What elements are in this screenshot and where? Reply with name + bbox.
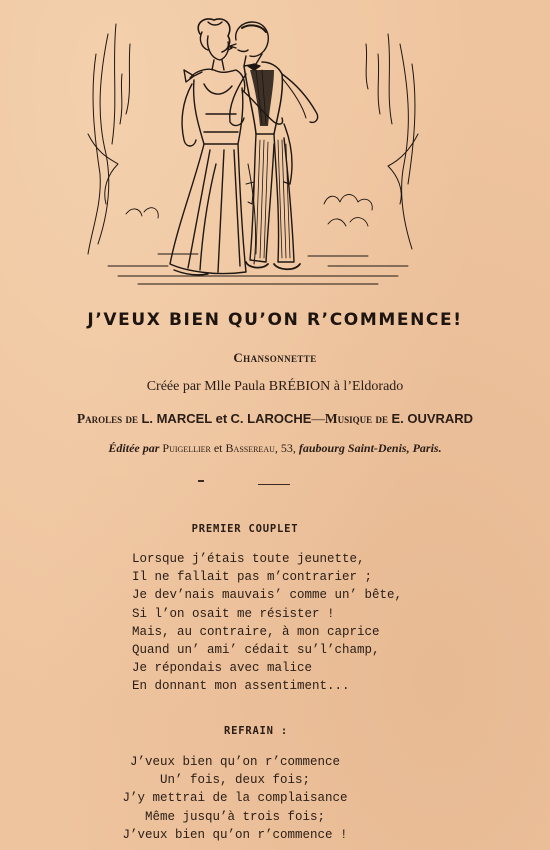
publisher-conjunction: et [213,441,223,455]
couplet-verse [132,550,402,696]
woman-figure [170,19,283,275]
stage-plants [126,195,372,227]
stage-curtain-right [366,34,418,249]
refrain-line: J’y mettrai de la complaisance [122,791,348,806]
refrain-verse [0,753,470,844]
refrain-line: Un’ fois, deux fois; [159,773,311,788]
ornament-mark [198,480,204,482]
stage-curtain-left [88,24,130,254]
music-prefix: Musique de [324,411,389,426]
music-separator: — [311,411,325,426]
authors-credit [0,411,550,427]
lyricist-1: L. MARCEL [141,411,213,426]
couplet-heading: PREMIER COUPLET [191,523,299,535]
verse-line: Quand un’ ami’ cédait su’l’champ, [132,642,380,657]
verse-line: Mais, au contraire, à mon caprice [132,624,380,639]
verse-line: Je répondais avec malice [132,661,313,676]
publisher-2: Bassereau [225,441,275,455]
stage-floor [108,254,408,284]
creation-credit: Créée par Mlle Paula BRÉBION à l’Eldorado [146,379,404,394]
verse-line: Il ne fallait pas m’contrarier ; [132,570,373,585]
publisher-address: , 53, [274,441,296,455]
refrain-heading: REFRAIN : [223,725,289,737]
published-prefix: Éditée par [108,441,160,455]
couple-engraving-illustration [78,14,428,296]
song-title: J’VEUX BIEN QU’ON R’COMMENCE! [87,310,463,330]
publisher-credit [0,441,550,456]
lyrics-prefix: Paroles de [76,411,139,426]
refrain-line: J’veux bien qu’on r’commence [129,755,341,769]
verse-line: Si l’on osait me résister ! [132,606,335,621]
verse-line: En donnant mon assentiment... [132,679,350,694]
verse-line: Lorsque j’étais toute jeunette, [132,552,365,566]
lyricist-2: C. LAROCHE [230,411,312,426]
publisher-street: faubourg Saint-Denis, Paris. [298,441,442,455]
publisher-1: Puigellier [162,441,211,455]
composer: E. OUVRARD [391,411,474,426]
verse-line: Je dev’nais mauvais’ comme un’ bête, [132,588,403,603]
refrain-line: Même jusqu’à trois fois; [144,809,326,824]
section-divider [258,484,290,485]
song-genre: Chansonnette [233,350,317,365]
lyricist-conjunction: et [215,411,228,426]
refrain-line: J’veux bien qu’on r’commence ! [122,827,348,842]
